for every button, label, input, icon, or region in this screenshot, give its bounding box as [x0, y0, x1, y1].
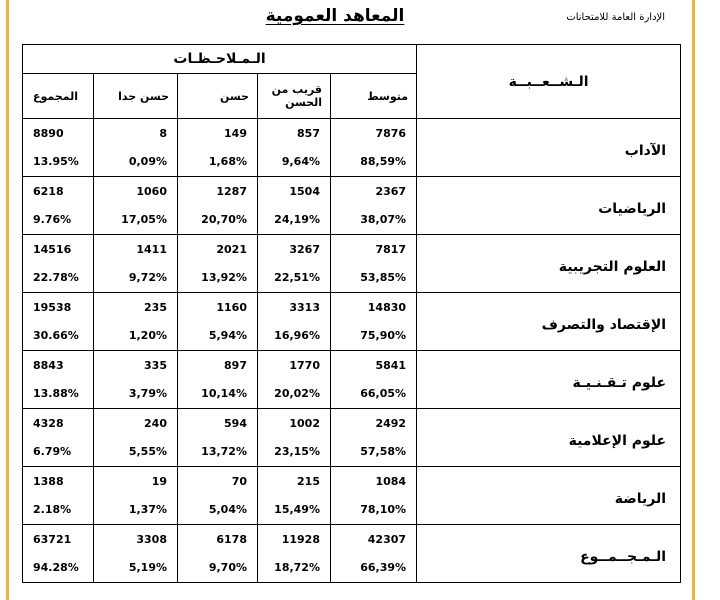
very-good-percent: 5,19%: [128, 561, 167, 574]
col-header-very-good: حسن جدا: [94, 74, 178, 119]
near-good-percent: 24,19%: [274, 213, 320, 226]
good-cell: [178, 235, 258, 293]
very-good-percent: 1,37%: [128, 503, 167, 516]
total-count: 1388: [33, 475, 64, 488]
good-cell: [178, 409, 258, 467]
very-good-percent: 17,05%: [121, 213, 167, 226]
average-cell: [331, 351, 417, 409]
good-count: 1287: [216, 185, 247, 198]
branch-name: الـمـجــمــوع: [417, 525, 681, 583]
very-good-cell: [94, 293, 178, 351]
total-count: 8890: [33, 127, 64, 140]
table-row: [23, 351, 681, 409]
branch-name: الآداب: [417, 119, 681, 177]
very-good-count: 235: [144, 301, 167, 314]
near-good-count: 11928: [281, 533, 320, 546]
near-good-percent: 9,64%: [281, 155, 320, 168]
average-count: 7817: [375, 243, 407, 256]
table-row: [23, 467, 681, 525]
very-good-cell: [94, 119, 178, 177]
average-count: 2492: [375, 417, 407, 430]
near-good-cell: [258, 409, 331, 467]
near-good-cell: [258, 467, 331, 525]
average-percent: 78,10%: [360, 503, 407, 516]
very-good-cell: [94, 467, 178, 525]
very-good-cell: [94, 235, 178, 293]
page-subtitle: الإدارة العامة للامتحانات: [566, 12, 665, 23]
good-percent: 10,14%: [201, 387, 247, 400]
average-cell: [331, 235, 417, 293]
very-good-cell: [94, 351, 178, 409]
very-good-percent: 9,72%: [128, 271, 167, 284]
table-row: [23, 525, 681, 583]
good-cell: [178, 351, 258, 409]
table-row: [23, 293, 681, 351]
near-good-count: 857: [297, 127, 320, 140]
near-good-percent: 15,49%: [274, 503, 320, 516]
total-percent: 13.88%: [33, 387, 79, 400]
good-percent: 13,92%: [201, 271, 247, 284]
near-good-count: 3313: [289, 301, 320, 314]
very-good-cell: [94, 177, 178, 235]
col-header-good: حسن: [178, 74, 258, 119]
branch-header: الـشــعــبــة: [417, 45, 681, 119]
total-cell: [23, 177, 94, 235]
average-percent: 66,05%: [360, 387, 407, 400]
total-count: 4328: [33, 417, 64, 430]
table-row: [23, 235, 681, 293]
average-percent: 88,59%: [360, 155, 407, 168]
branch-name: العلوم التجريبية: [417, 235, 681, 293]
average-count: 1084: [375, 475, 407, 488]
good-percent: 20,70%: [201, 213, 247, 226]
near-good-count: 1770: [289, 359, 320, 372]
total-percent: 6.79%: [33, 445, 72, 458]
frame-border-right: [692, 0, 695, 600]
good-count: 897: [224, 359, 247, 372]
very-good-count: 19: [151, 475, 167, 488]
good-count: 6178: [216, 533, 247, 546]
very-good-percent: 1,20%: [128, 329, 167, 342]
col-header-near-good: قريب من الحسن: [258, 74, 331, 119]
branch-name: الرياضيات: [417, 177, 681, 235]
very-good-count: 3308: [136, 533, 167, 546]
near-good-percent: 22,51%: [274, 271, 320, 284]
average-cell: [331, 467, 417, 525]
total-count: 19538: [33, 301, 72, 314]
total-count: 8843: [33, 359, 64, 372]
very-good-cell: [94, 409, 178, 467]
average-percent: 66,39%: [360, 561, 407, 574]
col-header-average: متوسط: [331, 74, 417, 119]
average-count: 14830: [367, 301, 407, 314]
total-cell: [23, 293, 94, 351]
total-cell: [23, 119, 94, 177]
good-cell: [178, 467, 258, 525]
table-row: [23, 177, 681, 235]
good-cell: [178, 293, 258, 351]
good-cell: [178, 177, 258, 235]
total-percent: 94.28%: [33, 561, 79, 574]
very-good-count: 8: [159, 127, 167, 140]
total-count: 6218: [33, 185, 64, 198]
average-count: 42307: [367, 533, 407, 546]
average-percent: 75,90%: [360, 329, 407, 342]
average-percent: 38,07%: [360, 213, 407, 226]
total-percent: 2.18%: [33, 503, 72, 516]
good-count: 2021: [216, 243, 247, 256]
total-count: 63721: [33, 533, 72, 546]
average-cell: [331, 119, 417, 177]
very-good-cell: [94, 525, 178, 583]
near-good-count: 1504: [289, 185, 320, 198]
page-title: المعاهد العمومية: [265, 6, 405, 26]
near-good-cell: [258, 235, 331, 293]
good-percent: 5,04%: [208, 503, 247, 516]
total-percent: 22.78%: [33, 271, 79, 284]
near-good-count: 215: [297, 475, 320, 488]
very-good-count: 1411: [136, 243, 167, 256]
very-good-percent: 0,09%: [128, 155, 167, 168]
table-row: [23, 119, 681, 177]
good-cell: [178, 525, 258, 583]
notes-header: الـمـلاحـظـات: [23, 45, 417, 74]
good-count: 149: [224, 127, 247, 140]
near-good-percent: 23,15%: [274, 445, 320, 458]
near-good-percent: 18,72%: [274, 561, 320, 574]
near-good-cell: [258, 293, 331, 351]
total-percent: 30.66%: [33, 329, 79, 342]
results-table: [22, 44, 681, 583]
very-good-percent: 5,55%: [128, 445, 167, 458]
good-percent: 1,68%: [208, 155, 247, 168]
total-cell: [23, 235, 94, 293]
frame-border-left: [6, 0, 9, 600]
total-cell: [23, 409, 94, 467]
near-good-count: 1002: [289, 417, 320, 430]
near-good-cell: [258, 351, 331, 409]
branch-name: الرياضة: [417, 467, 681, 525]
average-count: 5841: [375, 359, 407, 372]
branch-name: علوم الإعلامية: [417, 409, 681, 467]
table-row: [23, 409, 681, 467]
average-cell: [331, 525, 417, 583]
average-cell: [331, 177, 417, 235]
total-percent: 13.95%: [33, 155, 79, 168]
near-good-cell: [258, 119, 331, 177]
near-good-cell: [258, 525, 331, 583]
very-good-percent: 3,79%: [128, 387, 167, 400]
col-header-total: المجموع: [23, 74, 94, 119]
average-percent: 57,58%: [360, 445, 407, 458]
good-count: 1160: [216, 301, 247, 314]
table-body: [23, 119, 681, 583]
average-percent: 53,85%: [360, 271, 407, 284]
total-percent: 9.76%: [33, 213, 72, 226]
total-cell: [23, 351, 94, 409]
near-good-cell: [258, 177, 331, 235]
good-percent: 9,70%: [208, 561, 247, 574]
near-good-percent: 20,02%: [274, 387, 320, 400]
average-count: 2367: [375, 185, 407, 198]
good-cell: [178, 119, 258, 177]
good-percent: 5,94%: [208, 329, 247, 342]
very-good-count: 240: [144, 417, 167, 430]
average-count: 7876: [375, 127, 407, 140]
average-cell: [331, 293, 417, 351]
very-good-count: 1060: [136, 185, 167, 198]
very-good-count: 335: [144, 359, 167, 372]
near-good-count: 3267: [289, 243, 320, 256]
total-cell: [23, 467, 94, 525]
total-count: 14516: [33, 243, 72, 256]
good-count: 70: [231, 475, 247, 488]
good-percent: 13,72%: [201, 445, 247, 458]
total-cell: [23, 525, 94, 583]
branch-name: علوم تـقـنـيـة: [417, 351, 681, 409]
good-count: 594: [224, 417, 247, 430]
branch-name: الإقتصاد والتصرف: [417, 293, 681, 351]
near-good-percent: 16,96%: [274, 329, 320, 342]
average-cell: [331, 409, 417, 467]
